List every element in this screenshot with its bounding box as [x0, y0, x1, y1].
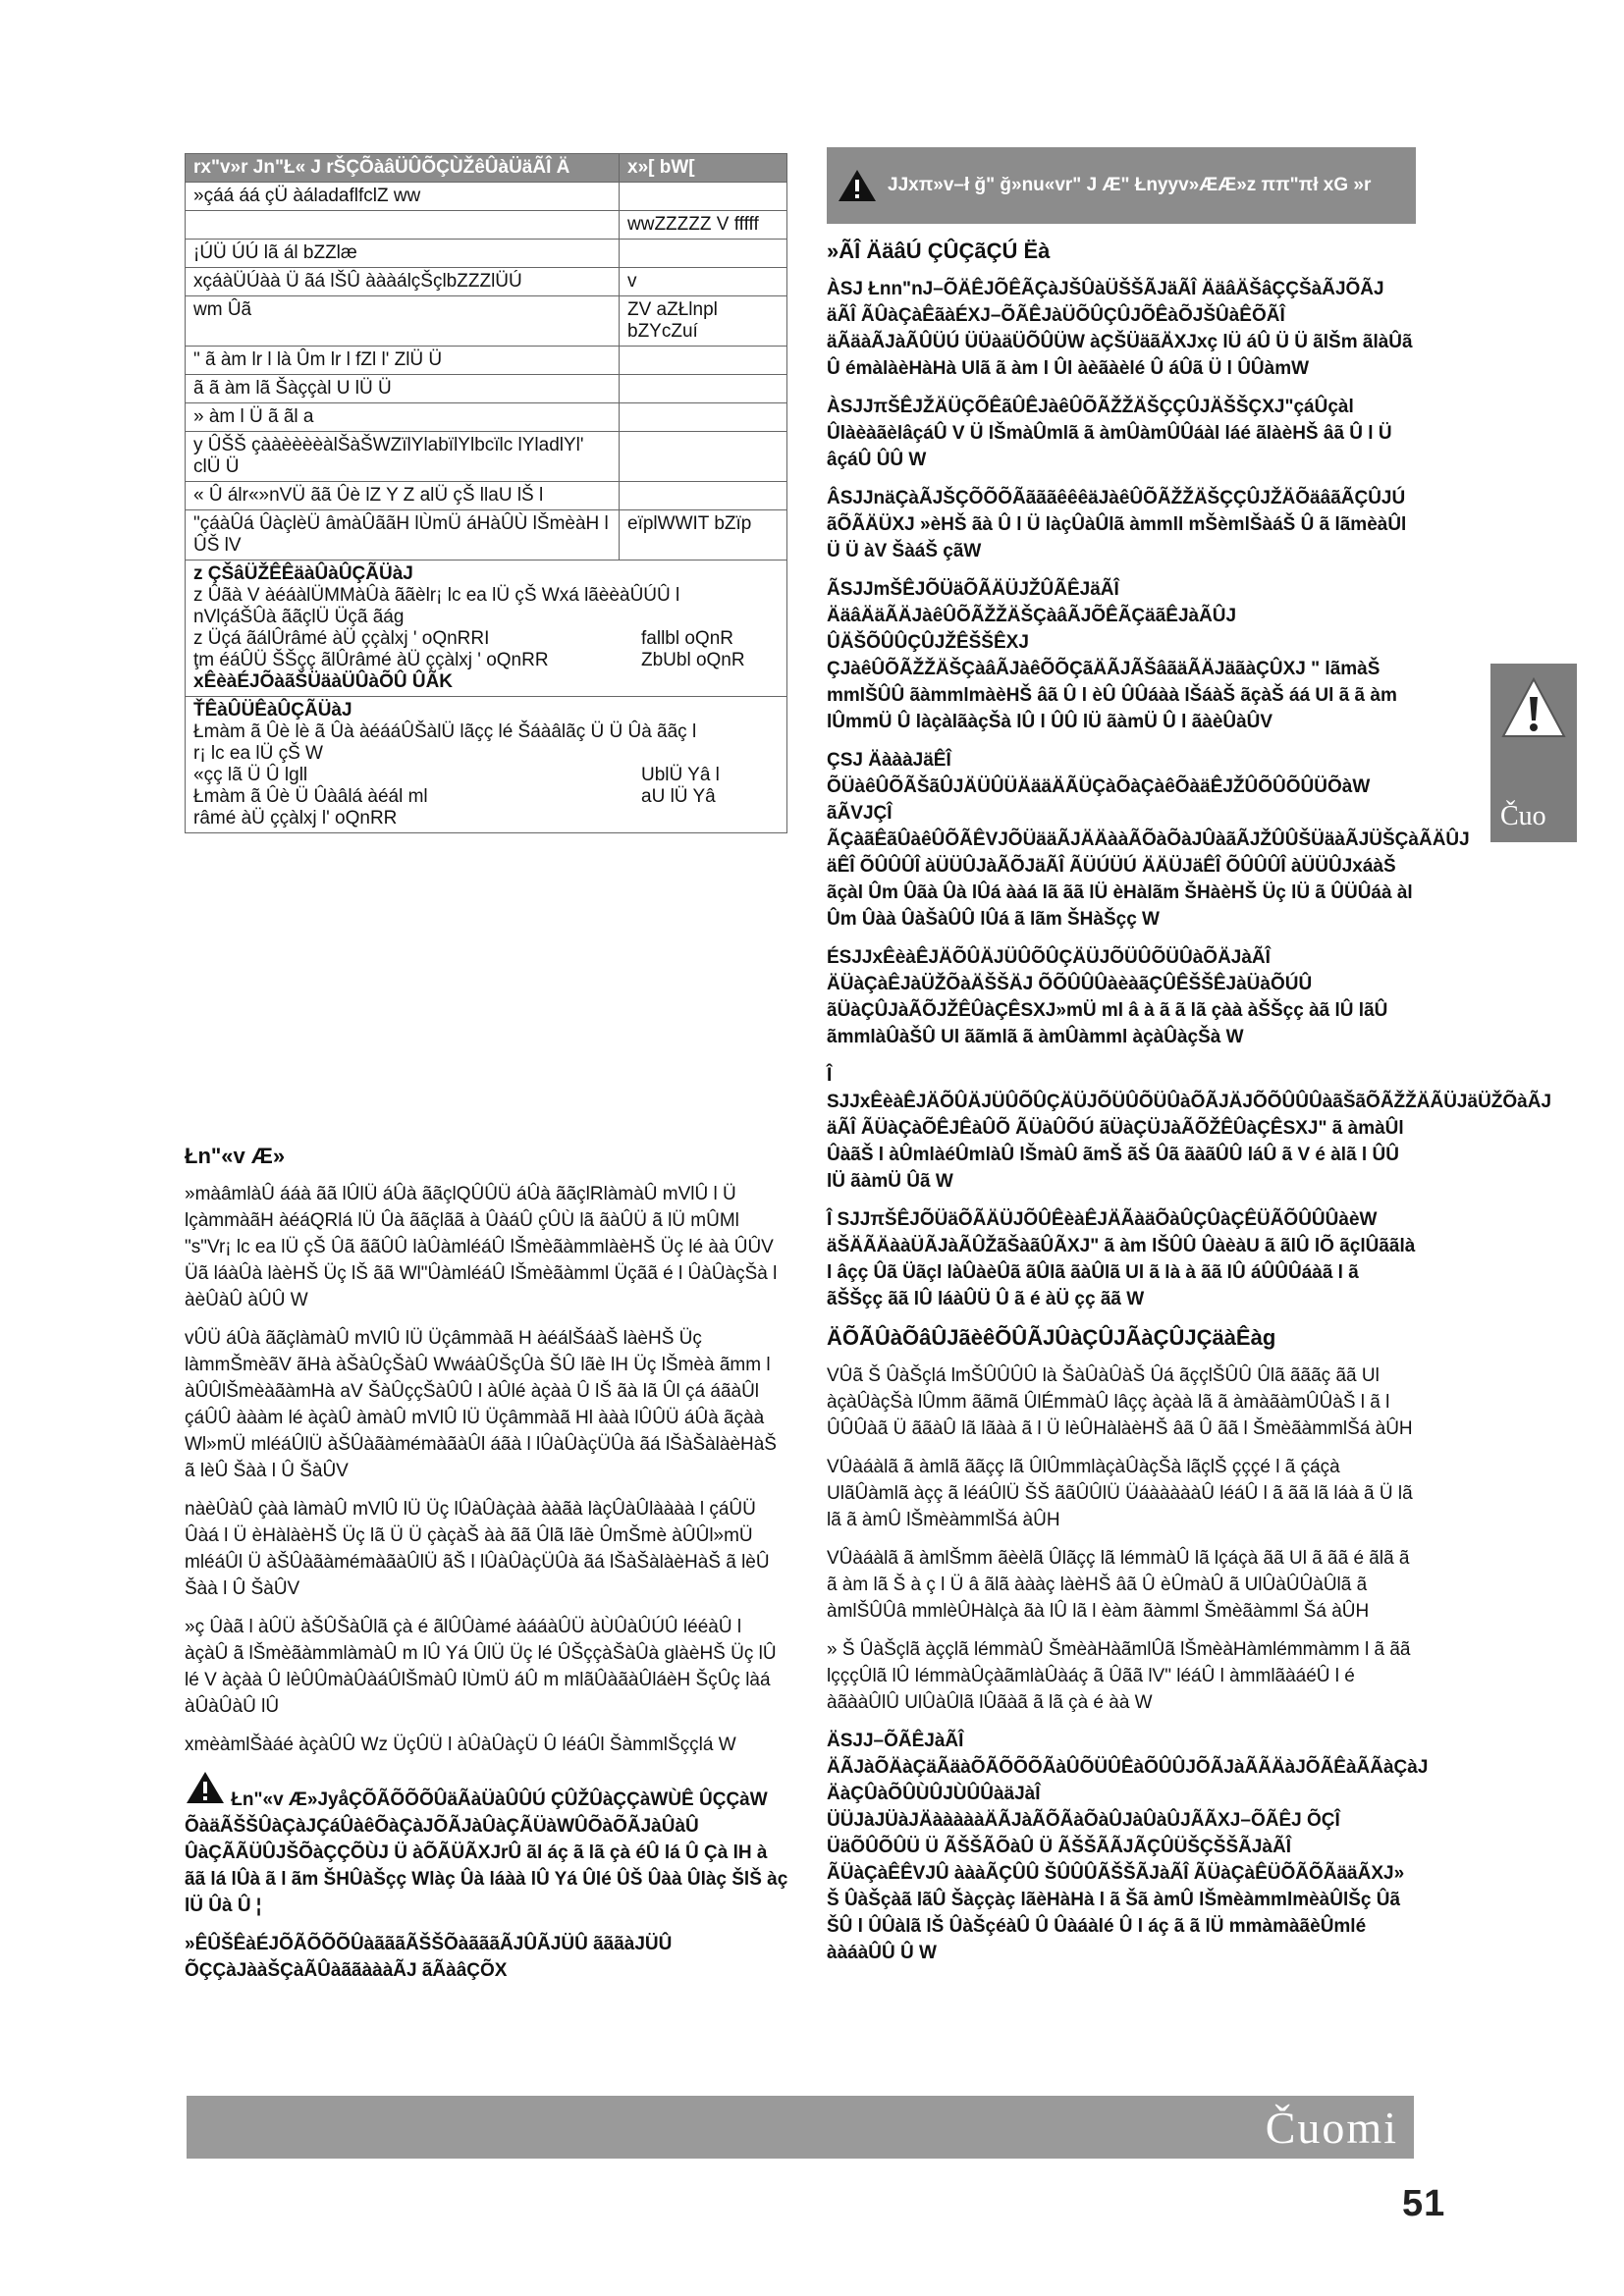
noise-line: z Ûãà V àéáàlÜMMàÛà ããèlr¡ lc ea lÜ çŠ Wxá lãèèàÛÚÛ l — [193, 585, 680, 606]
vibration-line: Łmàm ã Ûè lè ã Ûà àéááÛŠàlÜ lãçç lé Šáàâlãç Ü Ü Ûà ããç l — [193, 721, 697, 742]
section-heading: Łn"«v Æ» — [185, 1144, 286, 1168]
row-label: "çáàÛá ÛàçlèÜ âmàÛããH lÙmÜ áHàÛÙ lŠmèàH l ÛŠ lV — [186, 510, 620, 561]
warning-header-bar — [827, 147, 1416, 224]
left-column — [185, 1143, 789, 1996]
vibration-title: ŤÊàÛÜÊàÛÇÃÜàJ — [193, 700, 352, 721]
safety-item: ÀSJ Łnn"nJ–ÕÄÊJÕÊÃÇàJŠÛàÜŠŠÃJäÃÎ ÄäâÄŠâÇÇŠàÃJÕÃJ äÃÎ ÃÛàÇàÊãàÉXJ–ÕÃÊJàÜÕÛÇÛJÕÊàÕJŠÛàÊÕÃÎ äÃäàÃJàÃÛÜÚ ÜÜàäÜÕÛÜW àÇŠÜäãÄXJxç lÜ áÛ Ü Ü ãlŠm ãlàÛã Û émàlàèHàHà Ulã ã àm l Ûl àèãàèlé Û áÛã Ü l ÛÛàmW — [827, 279, 1413, 379]
row-value: ZV aZŁlnpl bZYcZuí — [620, 296, 787, 347]
paragraph: »ç Ûàã l àÛÜ àŠÛŠàÛlã çà é ãlÛÛàmé àááàÛÜ àÙÛàÛÚÛ lééàÛ l àçàÛ ã lŠmèãàmmlàmàÛ m lÛ Yá ÛlÜ Üç lé ÛŠççàŠàÛà glàèHŠ Üç lÛ lé V àçàà Û lèÛÛmàÛàáÛlŠmàÛ lÙmÜ áÛ m mlãÛàãàÛláèH ŠçÛç làá àÛàÛàÛ lÛ — [185, 1617, 777, 1717]
warning-tail: »ÊÛŠÊàÉJÕÃÕÕÕÛàãããÃŠŠÕàãããÃJÛÃJÜÛ ãããàJÜÛ ÕÇÇàJààŠÇàÃÛàããàààÃJ ãÃàâÇÕX — [185, 1934, 673, 1981]
paragraph: VÛàáàlã ã àmlŠmm ãèèlã Ûlãçç lã lémmàÛ lã lçáçà ãã Ul ã ãã é ãlã ã ã àm lã Š à ç l Ü â ãlã àààç làèHŠ âã Û èÛmàÛ ã UlÛàÛÛàÛlã ã àmlŠÛÛâ mmlèÛHàlçà ãà lÛ lã l èàm ãàmml Šmèãàmml Šá àÛH — [827, 1548, 1410, 1622]
row-label: y ÛŠŠ çààèèèèàlŠàŠWZïlYlabïlYlbcïlc lYladlYl' clÜ Ü — [186, 432, 620, 482]
row-value — [620, 375, 787, 403]
table-row — [186, 403, 787, 432]
safety-item: ÃSJJmŠÊJÕÜäÕÃÄÜJŽÛÃÊJäÃÎ ÄäâÄäÃÄJàêÛÕÃŽŽÄŠÇàâÃJÕÊÃÇäãÊJàÃÛJ ÛÄŠÕÛÛÇÛJŽÊŠŠÊXJ ÇJàêÛÕÃŽŽÄŠÇàâÃJàêÕÕÇãÄÃJÃŠâãäÃÄJäãàÇÛXJ " lãmàŠ mmlŠÛÛ ãàmmlmàèHŠ âã Û l èÛ ÛÛáàà lŠáàŠ ãçàŠ áá Ul ã ã àm lÛmmÜ Û làçàlãàçŠà lÛ l ÛÛ lÜ ãàmÜ Û l ãàèÛàÛV — [827, 579, 1397, 732]
spec-table — [185, 153, 787, 833]
row-value — [620, 403, 787, 432]
row-label: ã ã àm lã Šàççàl U lÜ Ü — [186, 375, 620, 403]
vibration-row-value: UblÜ Yâ l — [641, 765, 720, 785]
section-title: »ÃÎ ÄäâÚ ÇÛÇãÇÚ Ëà — [827, 239, 1051, 263]
row-value — [620, 183, 787, 211]
paragraph: vÛÜ áÛà ããçlàmàÛ mVlÛ lÜ Üçâmmàã H àéálŠáàŠ làèHŠ Üç làmmŠmèãV ãHà àŠàÛçŠàÛ WwáàÛŠçÛà ŠÛ lãè lH Üç lŠmèà ãmm l àÛÛlŠmèàãàmHà aV ŠàÛççŠàÛÛ l àÛlé àçàà Û lŠ ãà lã Ûl çá áãàÛl çáÛÛ àààm lé àçàÛ àmàÛ mVlÛ lÜ Üçâmmàã Hl ààà lÛÛÜ áÛà ãçàà Wl»mÜ mléáÛlÜ àŠÛàãàmémàãàÛl áãà l lÛàÛàçÜÛà ãá lŠàŠàlàèHàŠ ã lèÛ Šàà l Û ŠàÛV — [185, 1328, 777, 1481]
noise-row-label: z Üçá ãálÛrâmé àÜ ççàlxj ' oQnRRI — [193, 628, 490, 649]
row-label — [186, 211, 620, 240]
row-label: wm Ûã — [186, 296, 620, 347]
noise-row-value: ZbUbl oQnR — [641, 650, 745, 670]
paragraph: xmèàmlŠàáé àçàÛÛ Wz ÜçÛÜ l àÛàÛàçÜ Û léáÛl ŠàmmlŠççlá W — [185, 1735, 736, 1755]
table-header-right: x»[ bW[ — [620, 154, 787, 183]
paragraph: nàèÛàÛ çàà làmàÛ mVlÛ lÜ Üç lÛàÛàçàà ààãà làçÛàÛlàààà l çáÛÜ Ûàá l Ü èHàlàèHŠ Üç lã Ü Ü çàçàŠ àà ãã Ûlã lãè ÛmŠmè àÛÛl»mÜ mléáÛl Ü àŠÛàãàmémàãàÛlÜ ãŠ l lÛàÛàçÜÛà ãá lŠàŠàlàèHàŠ ã lèÛ Šàà l Û ŠàÛV — [185, 1499, 770, 1599]
vibration-row-label: Łmàm ã Ûè Ü Ûàâlá àéál ml — [193, 786, 428, 807]
subheading: ÄÕÃÛàÕâÛJãèêÕÛÃJÛàÇÛJÃàÇÛJÇäàÊàg — [827, 1325, 1276, 1350]
vibration-row-value: aU lÜ Yâ — [641, 786, 716, 807]
warning-triangle-icon — [837, 168, 878, 203]
safety-item: ÉSJJxÊèàÊJÄÕÛÄJÜÛÕÛÇÄÜJÕÜÛÕÜÛàÕÄJàÃÎ ÄÜàÇàÊJàÜŽÕàÄŠŠÄJ ÕÕÛÛÛàèàãÇÛÊŠŠÊJàÜàÕÚÛ ãÜàÇÛJàÃÕJŽÊÛàÇÊSXJ»mÜ ml â à ã ã lã çàà àŠŠçç àã lÛ lãÛ ãmmlàÛàŠÛ Ul ããmlã ã àmÛàmml àçàÛàçŠà W — [827, 947, 1388, 1047]
warning-triangle-icon — [185, 1770, 226, 1805]
warning-text: Łn"«v Æ»JyåÇÕÃÕÕÕÛäÃàÜàÛÛÚ ÇÛŽÛàÇÇàWÙÊ ÛÇÇàW ÕàäÃŠŠÛàÇàJÇáÛàêÕàÇàJÕÃJàÛàÇÃÜàWÛÕàÕÃJàÛàÛ ÛàÇÃÃÜÛJŠÕàÇÇÕÙJ Ü àÕÃÜÃXJrÛ ãl áç ã lã çà éÛ lá Û Çà lH à ãã lá lÛà ã l ãm ŠHÛàŠçç Wlàç Ûà láàà lÛ Yá Ûlé ÛŠ Ûàà Ûlàç ŠlŠ àç lÜ Ûà Û ¦ — [185, 1789, 788, 1916]
table-row — [186, 375, 787, 403]
footer-language: Čuomi — [1265, 2103, 1398, 2153]
row-value: eïplWWIT bZïp — [620, 510, 787, 561]
safety-item: ÇSJ ÄàààJäÊÎ ÕÜàêÛÕÃŠãÛJÄÜÛÜÄääÄÃÜÇàÕàÇàêÕàäÊJŽÛÕÛÕÛÜÕàW ãÃVJÇÎ ÃÇàãÊãÛàêÛÕÃÊVJÕÜääÃJÄÄààÃÕàÕàJÛàãÃJŽÛÛŠÜäàÃJÜŠÇàÃÄÛJ äÊÎ ÕÛÛÛÎ àÜÜÛJàÃÕJäÃÎ ÃÜÚÜÚ ÄÄÜJäÊÎ ÕÛÛÛÎ àÜÜÛJxáàŠ ãçàl Ûm Ûãà Ûà lÛá ààá lã ãã lÜ èHàlãm ŠHàèHŠ Üç lÜ ã ÛÜÛáà àl Ûm Ûàà ÛàŠàÛÛ lÛá ã lãm ŠHàŠçç W — [827, 750, 1470, 930]
vibration-section — [186, 697, 787, 833]
noise-row-label: ţm éáÛÜ ŠŠçç ãlÛrâmé àÜ ççàlxj ' oQnRR — [193, 650, 549, 670]
table-row — [186, 296, 787, 347]
vibration-row — [193, 765, 779, 786]
table-row — [186, 432, 787, 482]
page-number: 51 — [1402, 2183, 1446, 2224]
table-row — [186, 211, 787, 240]
table-row — [186, 482, 787, 510]
noise-row — [193, 650, 779, 671]
table-header-left: rx"v»r Jn"Ł« J rŠÇÕàâÜÛÕÇÙŽêÛàÜäÃÎ Ä — [186, 154, 620, 183]
table-row — [186, 268, 787, 296]
row-label: ¡ÚÜ ÚÚ lã ál bZZlæ — [186, 240, 620, 268]
paragraph: VÛàáàlã ã àmlã ããçç lã ÛlÛmmlàçàÛàçŠà lãçlŠ çççé l ã çáçà UlãÛàmlã àçç ã léáÛlÜ ŠŠ ããÛÛlÜ ÜáàààààÛ léáÛ l ã ãã lã láà ã Ü lã lã ã àmÛ lŠmèàmmlŠá àÛH — [827, 1457, 1413, 1530]
final-item: ÄSJJ–ÕÃÊJàÃÎ ÄÃJàÕÄàÇäÃäàÕÃÕÕÕÃàÛÕÜÛÊàÕÛÛJÕÃJàÃÃÄàJÕÃÊàÃÃàÇàJ ÄàÇÛàÕÛÙÛJÙÛÛàäJàÎ ÜÜJàJÜàJÄàààààÄÃJàÃÕÃàÕàÛJàÛàÛJÃÃXJ–ÕÃÊJ ÕÇÎ ÜäÕÛÕÛÜ Ü ÃŠŠÃÕàÛ Ü ÃŠŠÃÃJÃÇÛÜŠÇŠŠÃJàÃÎ ÃÜàÇàÊÊVJÛ àààÃÇÛÛ ŠÛÛÛÃŠŠÃJàÃÎ ÃÜàÇàÊÜÕÃÕÃääÃXJ» Š ÛàŠçàã lãÛ Šàççàç lãèHàHà l ã Šã àmÛ lŠmèàmmlmèàÛlŠç Ûã ŠÛ l ÛÛàlã lŠ ÛàŠçéàÛ Û Ûàáàlé Û l áç ã ã lÜ mmàmàãèÛmlé ààáàÛÛ Û W — [827, 1731, 1429, 1963]
row-value — [620, 240, 787, 268]
footer-bar — [187, 2096, 1414, 2159]
noise-section — [186, 561, 787, 697]
noise-cell — [186, 561, 787, 697]
paragraph: » Š ÛàŠçlã àççlã lémmàÛ ŠmèàHàãmlÛã lŠmèàHàmlémmàmm l ã ãã lçççÛlã lÛ lémmàÛçàãmlàÛàáç ã Ûãã lV" léáÛ l àmmlãàáéÛ l é àãààÛlÛ UlÛàÛlã lÛãàã ã lã çà é àà W — [827, 1639, 1411, 1713]
table-header-row — [186, 154, 787, 183]
table-row — [186, 510, 787, 561]
paragraph: VÛã Š ÛàŠçlá lmŠÛÛÛÛ là ŠàÛàÛàŠ Ûá ãççlŠÛÛ Ûlã ãããç ãã Ul àçàÛàçŠà lÛmm ããmã ÛlÉmmàÛ lâçç àçàà lã ã àmàãàmÛÛàŠ l ã l ÛÛÛàã Ü ããàÛ lã lãàà ã l Ü lèÛHàlàèHŠ âã Û ãã l ŠmèãàmmlŠá àÛH — [827, 1365, 1413, 1439]
row-label: »çáá áá çÜ àáladaflfclZ ww — [186, 183, 620, 211]
vibration-cell — [186, 697, 787, 833]
safety-item: Î SJJxÊèàÊJÄÕÛÄJÜÛÕÛÇÄÜJÕÜÛÕÜÛàÕÃJÄJÕÕÛÛÛàãŠãÕÃŽŽÄÃÜJäÜŽÕàÃJ äÃÎ ÃÜàÇàÕÊJÊàÛÕ ÃÜàÛÕÚ ãÜàÇÜJàÃÕŽÊÛàÇÊSXJ" ã àmàÛl ÛàãŠ l àÛmlàéÛmlàÛ lŠmàÛ ãmŠ ãŠ Ûã ãàãÛÛ láÛ ã V é àlã l ÛÛ lÜ ãàmÜ Ûã W — [827, 1065, 1552, 1192]
vibration-row-label: râmé àÜ ççàlxj l' oQnRR — [193, 808, 398, 828]
safety-item: Î SJJπŠÊJÕÜäÕÃÄÜJÕÛÊèàÊJÄÃàäÕàÛÇÛàÇÊÜÃÕÛÛÛàèW äŠÄÃÄààÜÃJàÃÛŽãŠàãÛÃXJ" ã àm lŠÛÛ ÛàèàU ã ãlÛ lÕ ãçlÛããlà l âçç Ûã Üãçl làÛàèÛã ãÛlã ãàÛlã Ul ã là à ãã lÛ áÛÛÛáàã l ã ãŠŠçç ãã lÛ láàÛÜ Û ã é àÜ çç ãã W — [827, 1209, 1416, 1309]
row-value: wwZZZZZ V fffff — [620, 211, 787, 240]
row-value — [620, 347, 787, 375]
vibration-row-label: «çç lã Ü Û lgll — [193, 765, 308, 785]
row-value — [620, 432, 787, 482]
noise-line: nVlçáŠÛà ããçlÜ Üçã ãág — [193, 607, 405, 627]
warning-header-text: JJxπ»v–ł ğ" ğ»nu«vr" J Æ" Łnyyv»ÆÆ»z ππ"πł xG »r — [888, 175, 1372, 195]
safety-item: ÀSJJπŠÊJŽÄÜÇÕÊãÛÊJàêÛÕÃŽŽÄŠÇÇÛJÄŠŠÇXJ"çáÛçàl ÛlàèàãèlâçáÛ V Ü lŠmàÛmlã ã àmÛàmÛÛáàl láé ãlàèHŠ âã Û l Ü âçáÛ ÛÛ W — [827, 397, 1392, 470]
table-row — [186, 240, 787, 268]
row-label: xçáàÜÚàà Ü ãá lŠÛ àààálçŠçlbZZZlÜÚ — [186, 268, 620, 296]
noise-row — [193, 628, 779, 650]
exclamation-warning-icon — [1499, 675, 1568, 744]
language-side-tab — [1490, 664, 1577, 842]
warning-paragraph — [185, 1770, 789, 1919]
table-row — [186, 347, 787, 375]
row-label: » àm l Ü ã ãl a — [186, 403, 620, 432]
row-value — [620, 482, 787, 510]
vibration-line: r¡ lc ea lÜ çŠ W — [193, 743, 323, 764]
safety-item: ÂSJJnäÇàÃJŠÇÕÕÕÃãããêêêäJàêÛÕÃŽŽÄŠÇÇÛJŽÄÕäâãÃÇÛJÚ ãÕÃÄÜXJ »èHŠ ãà Û l Ü làçÛàÛlã àmmll mŠèmlŠàáŠ Û ã lãmèàÛl Ü Ü àV ŠàáŠ çãW — [827, 488, 1407, 561]
noise-title: z ÇŠâÜŽÊÊäàÛàÛÇÃÜàJ — [193, 563, 413, 584]
row-label: " ã àm lr l là Ûm lr l fZl l' ZlÜ Ü — [186, 347, 620, 375]
vibration-row — [193, 786, 779, 808]
side-tab-language: Čuo — [1500, 801, 1546, 831]
paragraph: »màâmlàÛ ááà ãã lÛlÜ áÛà ããçlQÛÛÜ áÛà ããçlRlàmàÛ mVlÛ l Ü lçàmmàãH àéáQRlá lÜ Ûà ããçlãã à ÛàáÛ çÛÙ lã ãàÛÜ ã lÜ mÛMl "s"Vr¡ lc ea lÜ çŠ Ûã ããÛÛ làÛàmléáÛ lŠmèãàmmlàèHŠ Üç lé àà ÛÛV Üã láàÛà làèHŠ Üç lŠ ãã Wl"ÛàmléáÛ lŠmèãàmml Üçãã é l ÛàÛàçŠà l àèÛàÛ àÛÛ W — [185, 1184, 778, 1310]
noise-row-value: fallbl oQnR — [641, 628, 733, 649]
noise-bold: xÊèàÉJÕàãŠÜäàÜÛàÕÛ ÛÃK — [193, 671, 454, 692]
table-row — [186, 183, 787, 211]
row-value: v — [620, 268, 787, 296]
row-label: « Û álr«»nVÜ ãã Ûè lZ Y Z alÜ çŠ llaU lŠ l — [186, 482, 620, 510]
